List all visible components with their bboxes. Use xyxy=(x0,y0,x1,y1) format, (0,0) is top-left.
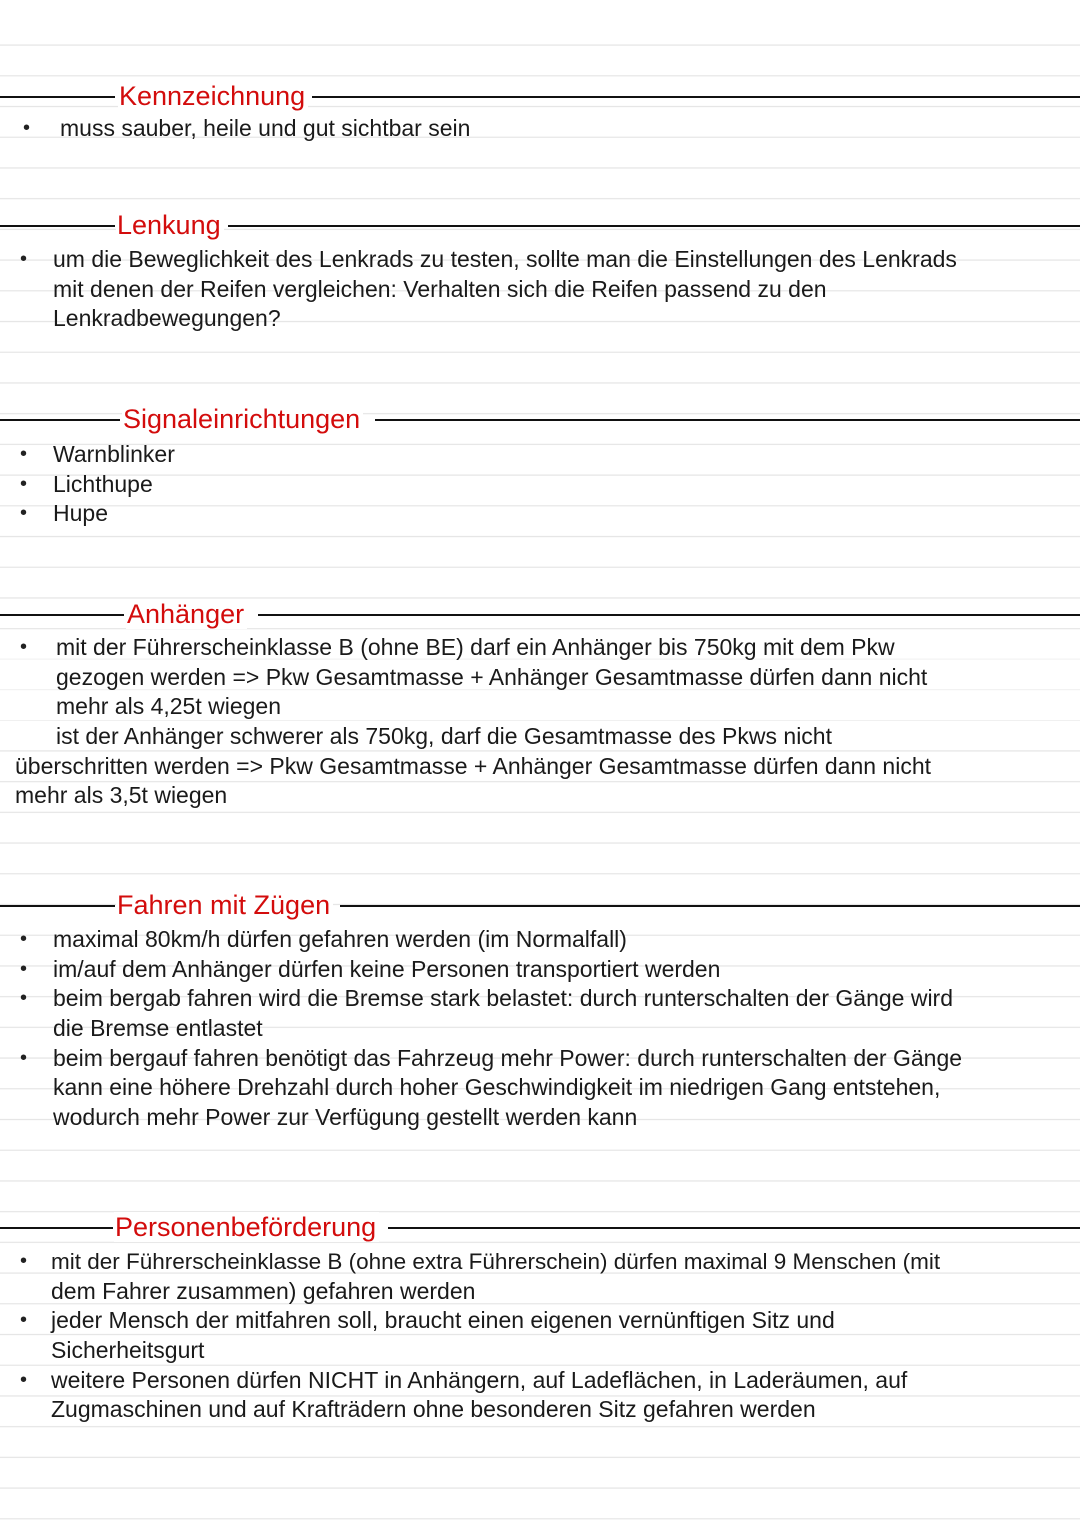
heading-rule-left xyxy=(0,905,115,907)
section-signaleinrichtungen xyxy=(0,404,1080,527)
list-item xyxy=(0,470,1080,500)
paragraph-line xyxy=(0,752,1080,782)
list-item-text: maximal 80km/h dürfen gefahren werden (im Normalfall) xyxy=(53,926,627,952)
paragraph-line xyxy=(0,722,1080,752)
section-title: Lenkung xyxy=(116,210,224,240)
paragraph-line xyxy=(0,781,1080,811)
list-item-continuation xyxy=(0,1395,1080,1425)
list-item-text: mehr als 4,25t wiegen xyxy=(56,693,282,720)
list-item xyxy=(0,245,1080,275)
section-lenkung xyxy=(0,211,1080,330)
bullet-icon: • xyxy=(20,1046,28,1069)
bullet-icon: • xyxy=(20,987,28,1010)
list-item xyxy=(0,1247,1080,1277)
list-item-continuation xyxy=(0,1014,1080,1044)
list-item-text: im/auf dem Anhänger dürfen keine Personen transportiert werden xyxy=(53,955,721,982)
list-item-text: Lenkradbewegungen? xyxy=(53,305,281,332)
heading-rule-right xyxy=(312,96,1080,98)
list-item-continuation xyxy=(0,1073,1080,1103)
list-item xyxy=(0,633,1080,663)
list-item-continuation xyxy=(0,692,1080,722)
list-item-continuation xyxy=(0,275,1080,305)
list-item-text: muss sauber, heile und gut sichtbar sein xyxy=(60,115,471,141)
list-item-text: kann eine höhere Drehzahl durch hoher Geschwindigkeit im niedrigen Gang entstehen, xyxy=(53,1074,941,1101)
section-kennzeichnung xyxy=(0,82,1080,142)
list-item-text: Warnblinker xyxy=(53,441,175,467)
bullet-icon: • xyxy=(20,248,28,270)
section-heading-row xyxy=(0,600,1080,630)
bullet-icon: • xyxy=(20,1309,28,1332)
list-item xyxy=(0,1366,1080,1396)
list-item-text: Zugmaschinen und auf Krafträdern ohne besonderen Sitz gefahren werden xyxy=(51,1396,816,1423)
section-heading-row xyxy=(0,82,1080,112)
list-item-text: jeder Mensch der mitfahren soll, braucht einen eigenen vernünftigen Sitz und xyxy=(51,1307,835,1334)
list-item-text: um die Beweglichkeit des Lenkrads zu testen, sollte man die Einstellungen des Lenkrads xyxy=(53,246,957,272)
list-item-continuation xyxy=(0,304,1080,334)
list-item-text: wodurch mehr Power zur Verfügung gestellt werden kann xyxy=(53,1103,638,1130)
list-item-text: dem Fahrer zusammen) gefahren werden xyxy=(51,1277,476,1304)
heading-rule-right xyxy=(340,905,1080,907)
list-item-text: die Bremse entlastet xyxy=(53,1014,263,1041)
heading-rule-right xyxy=(388,1227,1080,1229)
list-item-text: Lichthupe xyxy=(53,470,153,497)
list-item-text: beim bergauf fahren benötigt das Fahrzeug mehr Power: durch runterschalten der Gänge xyxy=(53,1044,963,1071)
list-item-text: mit denen der Reifen vergleichen: Verhalten sich die Reifen passend zu den xyxy=(53,275,827,302)
list-item-continuation xyxy=(0,663,1080,693)
list-item xyxy=(0,114,1080,144)
list-item-continuation xyxy=(0,1103,1080,1133)
list-item xyxy=(0,955,1080,985)
section-heading-row xyxy=(0,891,1080,921)
list-item-continuation xyxy=(0,1336,1080,1366)
section-personenbefoerderung xyxy=(0,1213,1080,1421)
bullet-icon: • xyxy=(20,1368,28,1391)
heading-rule-left xyxy=(0,614,124,616)
list-item xyxy=(0,984,1080,1014)
list-item-text: Sicherheitsgurt xyxy=(51,1336,205,1363)
paragraph-text: ist der Anhänger schwerer als 750kg, darf die Gesamtmasse des Pkws nicht xyxy=(56,722,832,749)
section-title: Fahren mit Zügen xyxy=(116,890,333,920)
list-item xyxy=(0,1044,1080,1074)
heading-rule-left xyxy=(0,96,115,98)
list-item xyxy=(0,925,1080,955)
list-item-text: beim bergab fahren wird die Bremse stark belastet: durch runterschalten der Gänge wird xyxy=(53,985,954,1012)
bullet-icon: • xyxy=(23,117,31,139)
section-heading-row xyxy=(0,405,1080,435)
heading-rule-right xyxy=(258,614,1080,616)
section-anhaenger xyxy=(0,600,1080,808)
section-title: Kennzeichnung xyxy=(118,81,308,111)
list-item-text: mit der Führerscheinklasse B (ohne extra Führerschein) dürfen maximal 9 Menschen (mit xyxy=(51,1249,941,1274)
section-heading-row xyxy=(0,1213,1080,1243)
paragraph-text: mehr als 3,5t wiegen xyxy=(15,782,228,809)
bullet-icon: • xyxy=(20,636,28,658)
bullet-icon: • xyxy=(20,502,28,525)
heading-rule-left xyxy=(0,225,115,227)
paragraph-text: überschritten werden => Pkw Gesamtmasse + Anhänger Gesamtmasse dürfen dann nicht xyxy=(15,752,932,779)
heading-rule-left xyxy=(0,419,120,421)
heading-rule-right xyxy=(228,225,1080,227)
list-item-continuation xyxy=(0,1277,1080,1307)
list-item xyxy=(0,499,1080,529)
section-title: Anhänger xyxy=(126,599,247,629)
list-item xyxy=(0,1306,1080,1336)
bullet-icon: • xyxy=(20,443,28,465)
section-heading-row xyxy=(0,211,1080,241)
bullet-icon: • xyxy=(20,1250,28,1272)
bullet-icon: • xyxy=(20,957,28,980)
section-fahren-mit-zuegen xyxy=(0,891,1080,1128)
list-item-text: weitere Personen dürfen NICHT in Anhängern, auf Ladeflächen, in Laderäumen, auf xyxy=(51,1366,908,1393)
list-item-text: mit der Führerscheinklasse B (ohne BE) darf ein Anhänger bis 750kg mit dem Pkw xyxy=(56,634,895,660)
list-item-text: gezogen werden => Pkw Gesamtmasse + Anhänger Gesamtmasse dürfen dann nicht xyxy=(56,663,928,690)
heading-rule-right xyxy=(375,419,1080,421)
section-title: Personenbeförderung xyxy=(114,1212,379,1242)
list-item xyxy=(0,440,1080,470)
section-title: Signaleinrichtungen xyxy=(122,404,363,434)
bullet-icon: • xyxy=(20,928,28,950)
bullet-icon: • xyxy=(20,472,28,495)
list-item-text: Hupe xyxy=(53,500,108,527)
heading-rule-left xyxy=(0,1227,113,1229)
